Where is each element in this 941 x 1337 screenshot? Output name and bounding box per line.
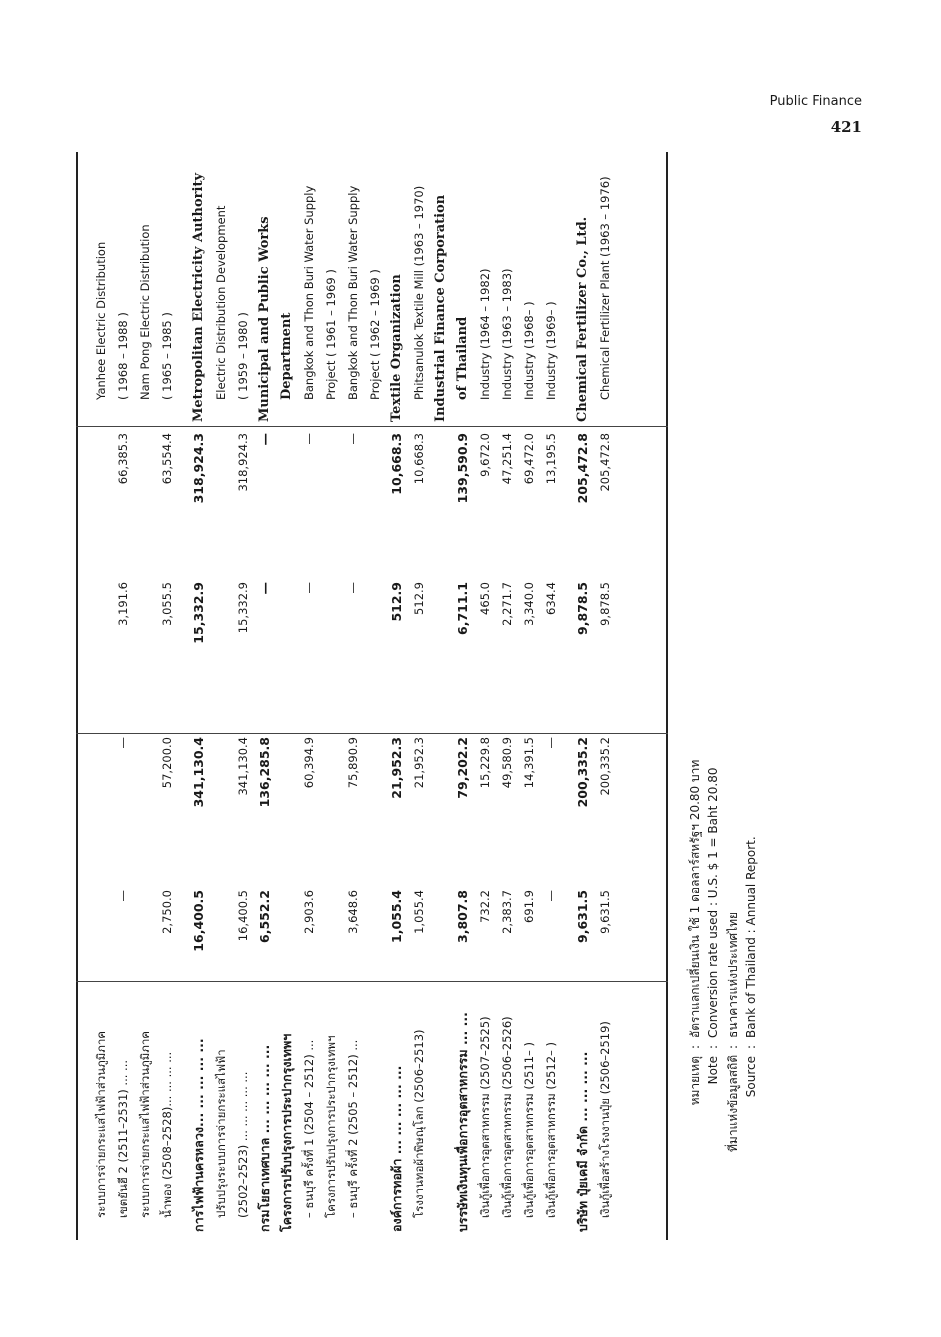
row-label-thai: โรงงานทอผ้าพิษณุโลก (2506–2513) [412,1029,426,1218]
value-cell: 6,552.2 [257,890,272,943]
row-label-thai: เงินกู้เพื่อการอุตสาหกรรม (2506–2526) [500,1016,514,1218]
source-thai-key: ที่มาแห่งข้อมูลสถิติ [726,1054,740,1152]
value-cell: 10,668.3 [412,433,426,485]
row-label-english: Textile Organization [389,274,404,422]
row-label-thai: กรมโยธาเทศบาล ... ... ... ... ... [257,1044,272,1232]
source-key: Source [744,1056,758,1098]
value-cell [320,737,342,885]
table-row [320,152,342,1240]
row-label-thai: การไฟฟ้านครหลวง... ... ... ... ... [191,1038,206,1232]
table-row [210,152,232,1240]
value-cell: — [544,890,558,902]
table-row [572,152,594,1240]
value-cell: 512.9 [389,582,404,622]
value-cell: 2,383.7 [500,890,514,934]
value-cell [90,737,112,885]
value-cell: 3,648.6 [346,890,360,934]
value-cell: 15,332.9 [236,582,250,634]
table-row [188,152,210,1240]
source-text: Bank of Thailand : Annual Report. [744,836,758,1038]
table-row [342,152,364,1240]
value-cell [320,582,342,730]
value-cell [364,890,386,978]
value-cell: 732.2 [478,890,492,923]
table-row [276,152,298,1240]
value-cell: — [257,582,272,595]
value-cell: 2,271.7 [500,582,514,626]
value-cell: — [346,433,360,445]
table-row [254,152,276,1240]
row-label-english: Municipal and Public Works [257,216,272,422]
value-cell: 691.9 [522,890,536,923]
value-cell: 341,130.4 [236,737,250,796]
value-cell: 15,332.9 [191,582,206,644]
row-label-thai: (2502–2523) ... ... ... ... ... [236,1071,250,1218]
row-label-english: of Thailand [455,316,470,400]
table-row [134,152,156,1240]
note-key: Note [706,1056,720,1085]
value-cell: 9,672.0 [478,433,492,477]
value-cell [210,433,232,575]
value-cell: 66,385.3 [116,433,130,485]
row-label-english: Department [279,312,294,400]
value-cell: 205,472.8 [575,433,590,504]
value-cell: 60,394.9 [302,737,316,789]
row-label-thai: เงินกู้เพื่อการอุตสาหกรรม (2511– ) [522,1041,536,1218]
row-label-english: Industry (1963 – 1983) [500,268,514,400]
row-label-english: Electric Distribution Development [214,205,228,400]
value-cell: 1,055.4 [412,890,426,934]
value-cell: 49,580.9 [500,737,514,789]
value-cell [90,433,112,575]
value-cell: 16,400.5 [191,890,206,952]
value-cell [90,582,112,730]
value-cell [364,737,386,885]
row-label-thai: น้ำพอง (2508–2528)... ... ... ... [160,1051,174,1218]
value-cell: 3,191.6 [116,582,130,626]
value-cell [210,737,232,885]
row-label-thai: เงินกู้เพื่อสร้างโรงงานปุ๋ย (2506–2519) [598,1021,612,1218]
value-cell [320,890,342,978]
row-label-english: Nam Pong Electric Distribution [138,224,152,400]
row-label-thai: องค์การทอผ้า ... ... ... ... ... [389,1065,404,1232]
value-cell: 341,130.4 [191,737,206,808]
section-title: Public Finance [769,94,862,109]
value-cell [364,433,386,575]
value-cell: 512.9 [412,582,426,615]
source-thai-text: ธนาคารแห่งประเทศไทย [726,911,740,1038]
row-label-thai: ระบบการจ่ายกระแสไฟฟ้าส่วนภูมิภาค [94,1031,108,1218]
value-cell: 9,631.5 [598,890,612,934]
value-cell: 200,335.2 [598,737,612,796]
row-label-thai: โครงการปรับปรุงการประปากรุงเทพฯ [324,1035,338,1218]
value-cell [430,737,452,885]
note-thai-key: หมายเหตุ [688,1056,702,1106]
note-english: Note:Conversion rate used : U.S. $ 1 = Baht 20.80 [704,768,722,1153]
row-label-english: Yanhee Electric Distribution [94,241,108,400]
value-cell: 10,668.3 [389,433,404,495]
row-label-english: Bangkok and Thon Buri Water Supply [346,185,360,400]
value-cell: — [302,582,316,594]
value-cell: 634.4 [544,582,558,615]
value-cell: — [302,433,316,445]
value-cell: 16,400.5 [236,890,250,942]
table-row [386,152,408,1240]
value-cell [210,890,232,978]
row-label-thai: บรรษัทเงินทุนเพื่อการอุตสาหกรรม ... ... [455,1012,470,1232]
value-cell: 14,391.5 [522,737,536,789]
row-label-thai: – ธนบุรี ครั้งที่ 2 (2505 – 2512) ... [346,1039,360,1218]
value-cell: 9,878.5 [575,582,590,635]
finance-table [70,152,670,1240]
table-row [298,152,320,1240]
value-cell: 3,807.8 [455,890,470,943]
row-label-thai: ระบบการจ่ายกระแสไฟฟ้าส่วนภูมิภาค [138,1031,152,1218]
row-label-english: Industry (1964 – 1982) [478,268,492,400]
value-cell: — [257,433,272,446]
value-cell: 69,472.0 [522,433,536,485]
row-label-thai: เงินกู้เพื่อการอุตสาหกรรม (2507–2525) [478,1016,492,1218]
value-cell: 205,472.8 [598,433,612,492]
source-english: Source:Bank of Thailand : Annual Report. [742,836,760,1152]
value-cell [134,582,156,730]
row-label-thai: โครงการปรับปรุงการประปากรุงเทพฯ [279,1033,294,1232]
row-label-english: Bangkok and Thon Buri Water Supply [302,185,316,400]
value-cell: — [544,737,558,749]
table-row [408,152,430,1240]
row-label-thai: เงินกู้เพื่อการอุตสาหกรรม (2512– ) [544,1041,558,1218]
row-label-thai [430,980,452,1232]
value-cell: 136,285.8 [257,737,272,808]
value-cell: 75,890.9 [346,737,360,789]
value-cell: 200,335.2 [575,737,590,808]
row-label-english: Chemical Fertilizer Plant (1963 – 1976) [598,176,612,400]
table-row [474,152,496,1240]
value-cell [210,582,232,730]
value-cell [134,737,156,885]
value-cell [364,582,386,730]
row-label-english: ( 1959 – 1980 ) [236,312,250,400]
value-cell: 9,878.5 [598,582,612,626]
row-label-english: Phitsanulok Textile Mill (1963 – 1970) [412,185,426,400]
value-cell: 13,195.5 [544,433,558,485]
row-label-thai: บริษัท ปุ๋ยเคมี จำกัด ... ... ... ... [575,1051,590,1232]
page-number: 421 [830,118,862,136]
row-label-thai: – ธนบุรี ครั้งที่ 1 (2504 – 2512) ... [302,1039,316,1218]
value-cell: 318,924.3 [191,433,206,504]
table-row [518,152,540,1240]
value-cell: 15,229.8 [478,737,492,789]
row-label-english: Project ( 1962 – 1969 ) [368,269,382,400]
row-label-english: Industry (1969– ) [544,301,558,400]
value-cell: 21,952.3 [412,737,426,789]
table-top-rule [76,152,78,1240]
row-label-english: Metropolitan Electricity Authority [191,172,206,422]
table-row [364,152,386,1240]
value-cell: 63,554.4 [160,433,174,485]
value-cell [90,890,112,978]
row-label-english: Chemical Fertilizer Co., Ltd. [575,216,590,422]
value-cell [430,433,452,575]
value-cell: 47,251.4 [500,433,514,485]
value-cell: 57,200.0 [160,737,174,789]
table-notes [682,152,772,1240]
rotated-table-block [70,152,758,1240]
table-row [594,152,616,1240]
value-cell: 2,750.0 [160,890,174,934]
value-cell: 318,924.3 [236,433,250,492]
value-cell [276,890,298,978]
value-cell [276,737,298,885]
note-text: Conversion rate used : U.S. $ 1 = Baht 20.80 [706,767,720,1038]
value-cell [276,582,298,730]
value-cell: — [116,737,130,749]
row-label-english: Industrial Finance Corporation [433,194,448,422]
value-cell: 9,631.5 [575,890,590,943]
value-cell: — [346,582,360,594]
value-cell: — [116,890,130,902]
table-row [90,152,112,1240]
value-cell: 1,055.4 [389,890,404,943]
table-row [430,152,452,1240]
table-row [232,152,254,1240]
row-label-thai: ปรับปรุงระบบการจ่ายกระแสไฟฟ้า [214,1049,228,1218]
value-cell [134,433,156,575]
value-cell: 79,202.2 [455,737,470,799]
table-row [496,152,518,1240]
value-cell: 3,055.5 [160,582,174,626]
value-cell [276,433,298,575]
note-thai: หมายเหตุ:อัตราแลกเปลี่ยนเงิน ใช้ 1 ดอลลาร์สหรัฐฯ 20.80 บาท [686,760,704,1152]
value-cell: 6,711.1 [455,582,470,635]
table-row [156,152,178,1240]
value-cell [430,582,452,730]
table-bottom-rule [666,152,668,1240]
table-row [540,152,562,1240]
value-cell: 21,952.3 [389,737,404,799]
value-cell: 3,340.0 [522,582,536,626]
row-label-english: Industry (1968– ) [522,301,536,400]
value-cell: 2,903.6 [302,890,316,934]
source-thai: ที่มาแห่งข้อมูลสถิติ:ธนาคารแห่งประเทศไทย [726,911,740,1152]
value-cell: 465.0 [478,582,492,615]
value-cell [134,890,156,978]
row-label-english: ( 1965 – 1985 ) [160,312,174,400]
row-label-thai: เขตยันฮี 2 (2511–2531) ... ... [116,1059,130,1218]
value-cell [320,433,342,575]
table-row [452,152,474,1240]
row-label-english: ( 1968 – 1988 ) [116,312,130,400]
row-label-english: Project ( 1961 – 1969 ) [324,269,338,400]
table-row [112,152,134,1240]
row-label-thai [364,966,386,1232]
note-thai-text: อัตราแลกเปลี่ยนเงิน ใช้ 1 ดอลลาร์สหรัฐฯ 20.80 บาท [688,759,702,1038]
value-cell [430,890,452,978]
value-cell: 139,590.9 [455,433,470,504]
